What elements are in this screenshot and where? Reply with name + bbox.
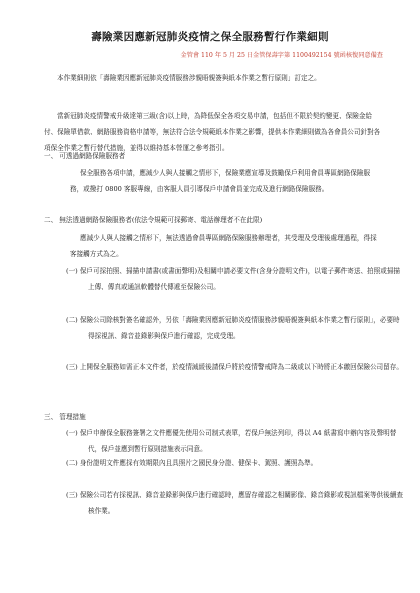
document-reference-note: 金管會 110 年 5 月 25 日金管保壽字第 1100492154 號函核復同意備查 [180,52,383,59]
section-heading-3: 三、 管理措施 [44,413,86,421]
intro-paragraph-2: 當新冠肺炎疫情警戒升級達第三級(含)以上時，為降低保全各項交易申請，包括但不限於契約變更、保險金給付、保險單借款、網路服務資格申請等，無法符合法令規範紙本作業之影響，提供本作業細則做為各會員公司針對各項保全作業之暫行替代措施，並得以維持基本營運之參考指引。 [44,112,381,152]
section-body-2: 應減少人與人接觸之情形下，無法透過會員專區網路保險服務辦理者，其受理及受理後處理過程，得採客接觸方式為之。 [70,234,377,258]
section-2-item-1: (一) 保戶可採拍照、掃描申請書(或書面聲明)及相關申請必要文件(含身分證明文件)，以電子郵件寄送、拍照或掃描上傳、傳真或通訊軟體替代傳遞至保險公司。 [66,267,401,291]
section-2-item-3: (三) 上開保全服務如需正本文件者，於疫情減緩後請保戶將於疫情警戒降為二級或以下時將正本繳回保險公司留存。 [66,363,403,371]
document-title: 壽險業因應新冠肺炎疫情之保全服務暫行作業細則 [91,31,329,43]
section-3-item-3: (三) 保險公司若有採視訊、錄音並錄影與保戶進行確認時，應留存確認之相關影像、錄音錄影或視訊檔案等供後續查核作業。 [66,491,403,515]
section-3-item-1: (一) 保戶申辦保全服務簽署之文件應優先使用公司制式表單，若保戶無法列印，得以 A4 紙書寫申辦內容及聲明替代，保戶並應到暫行原則措施表示同意。 [66,429,397,453]
section-heading-1: 一、 可透過網路保險服務者 [44,152,126,160]
section-2-item-2: (二) 保險公司除核對簽名確認外，另依「壽險業因應新冠肺炎疫情服務涉親晤親簽與紙本作業之暫行原則」，必要時得採視訊、錄音並錄影與保戶進行確認，完成受理。 [66,316,400,340]
section-heading-2: 二、 無法透過網路保險服務者(依法令規範可採郵寄、電話辦理者不在此限) [44,216,263,224]
intro-paragraph-1: 本作業細則依「壽險業因應新冠肺炎疫情服務涉親晤親簽與紙本作業之暫行原則」訂定之。 [57,74,321,82]
section-body-1: 保全服務各項申請，應減少人與人接觸之情形下，保險業應宣導及鼓勵保戶利用會員專區網路保險服務，或撥打 0800 客服專線，由客服人員引導保戶申請會員並完成及進行網路保險服務。 [70,169,371,193]
section-3-item-2: (二) 身份證明文件應採有效期限內且具照片之國民身分證、健保卡、駕照、護照為準。 [66,459,318,467]
